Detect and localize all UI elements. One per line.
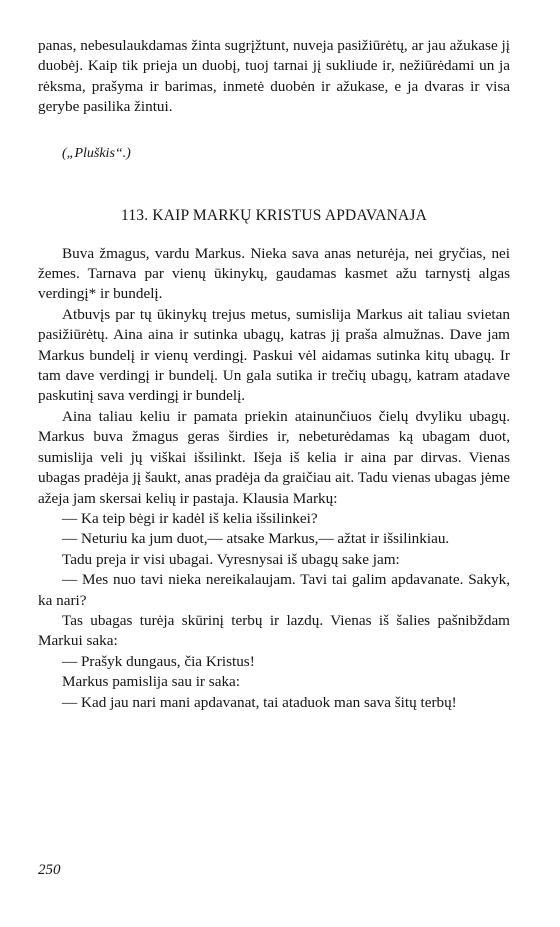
dialogue-line-4: — Prašyk dungaus, čia Kristus! — [62, 652, 255, 670]
dialogue-line-1: — Ka teip bėgi ir kadėl iš kelia išsilinkei? — [62, 509, 318, 527]
paragraph-6: Markus pamislija sau ir saka: — [62, 673, 240, 691]
dialogue-line-3: — Mes nuo tavi nieka nereikalaujam. Tavi tai galim apdavanate. Sakyk, ka nari? — [38, 571, 510, 609]
paragraph-2: Atbuvįs par tų ūkinykų trejus metus, sumislija Markus ait taliau svietan pasižiūrėtų. Aina aina ir sutinka ubagų, katras jį praša almužnas. Dave jam Markus bundelį ir vienų verdingį. Paskui vėl aidamas sutinka kitų ubagų. Ir tam dave verdingį ir bundelį. Un gala sutika ir trečių ubagų, katram atadave paskutinį sava verdingį ir bundelį. — [38, 305, 510, 405]
source-citation: („Pluškis“.) — [62, 145, 131, 161]
paragraph-1: Buva žmagus, vardu Markus. Nieka sava anas neturėja, nei gryčias, nei žemes. Tarnava par vienų ūkinykų, gaudamas kasmet ažu tarnystį algas verdingį* ir bundelį. — [38, 244, 510, 303]
story-heading: 113. KAIP MARKŲ KRISTUS APDAVANAJA — [120, 206, 428, 224]
page-number: 250 — [38, 862, 61, 878]
paragraph-3: Aina taliau keliu ir pamata priekin atainunčiuos čielų dvyliku ubagų. Markus buva žmagus geras širdies ir, nebeturėdamas ką ubagam duot, sumislija veli jų viškai išsilinkt. Išeja iš kelia ir aina par dirvas. Vienas ubagas pradėja jį šaukt, anas pradėja da graičiau ait. Tadu vienas ubagas jėme ažeja jam skersai kelių ir pastaja. Klausia Markų: — [38, 407, 510, 507]
intro-paragraph: panas, nebesulaukdamas žinta sugrįžtunt, nuveja pasižiūrėtų, ar jau ažukase jį duobėj. Kaip tik prieja un duobį, tuoj tarnai jį sukliude ir, nežiūrėdami un ja rėksma, prašyma ir barimas, inmetė duobėn ir ažukase, e ja dvaras ir visa gerybe pasilika žintui. — [38, 37, 510, 116]
dialogue-line-5: — Kad jau nari mani apdavanat, tai ataduok man sava šitų terbų! — [62, 693, 457, 711]
dialogue-line-2: — Neturiu ka jum duot,— atsake Markus,— ažtat ir išsilinkiau. — [62, 530, 450, 548]
paragraph-5: Tas ubagas turėja skūrinį terbų ir lazdų. Vienas iš šalies pašnibždam Markui saka: — [38, 611, 510, 650]
paragraph-4: Tadu preja ir visi ubagai. Vyresnysai iš ubagų sake jam: — [62, 550, 400, 568]
